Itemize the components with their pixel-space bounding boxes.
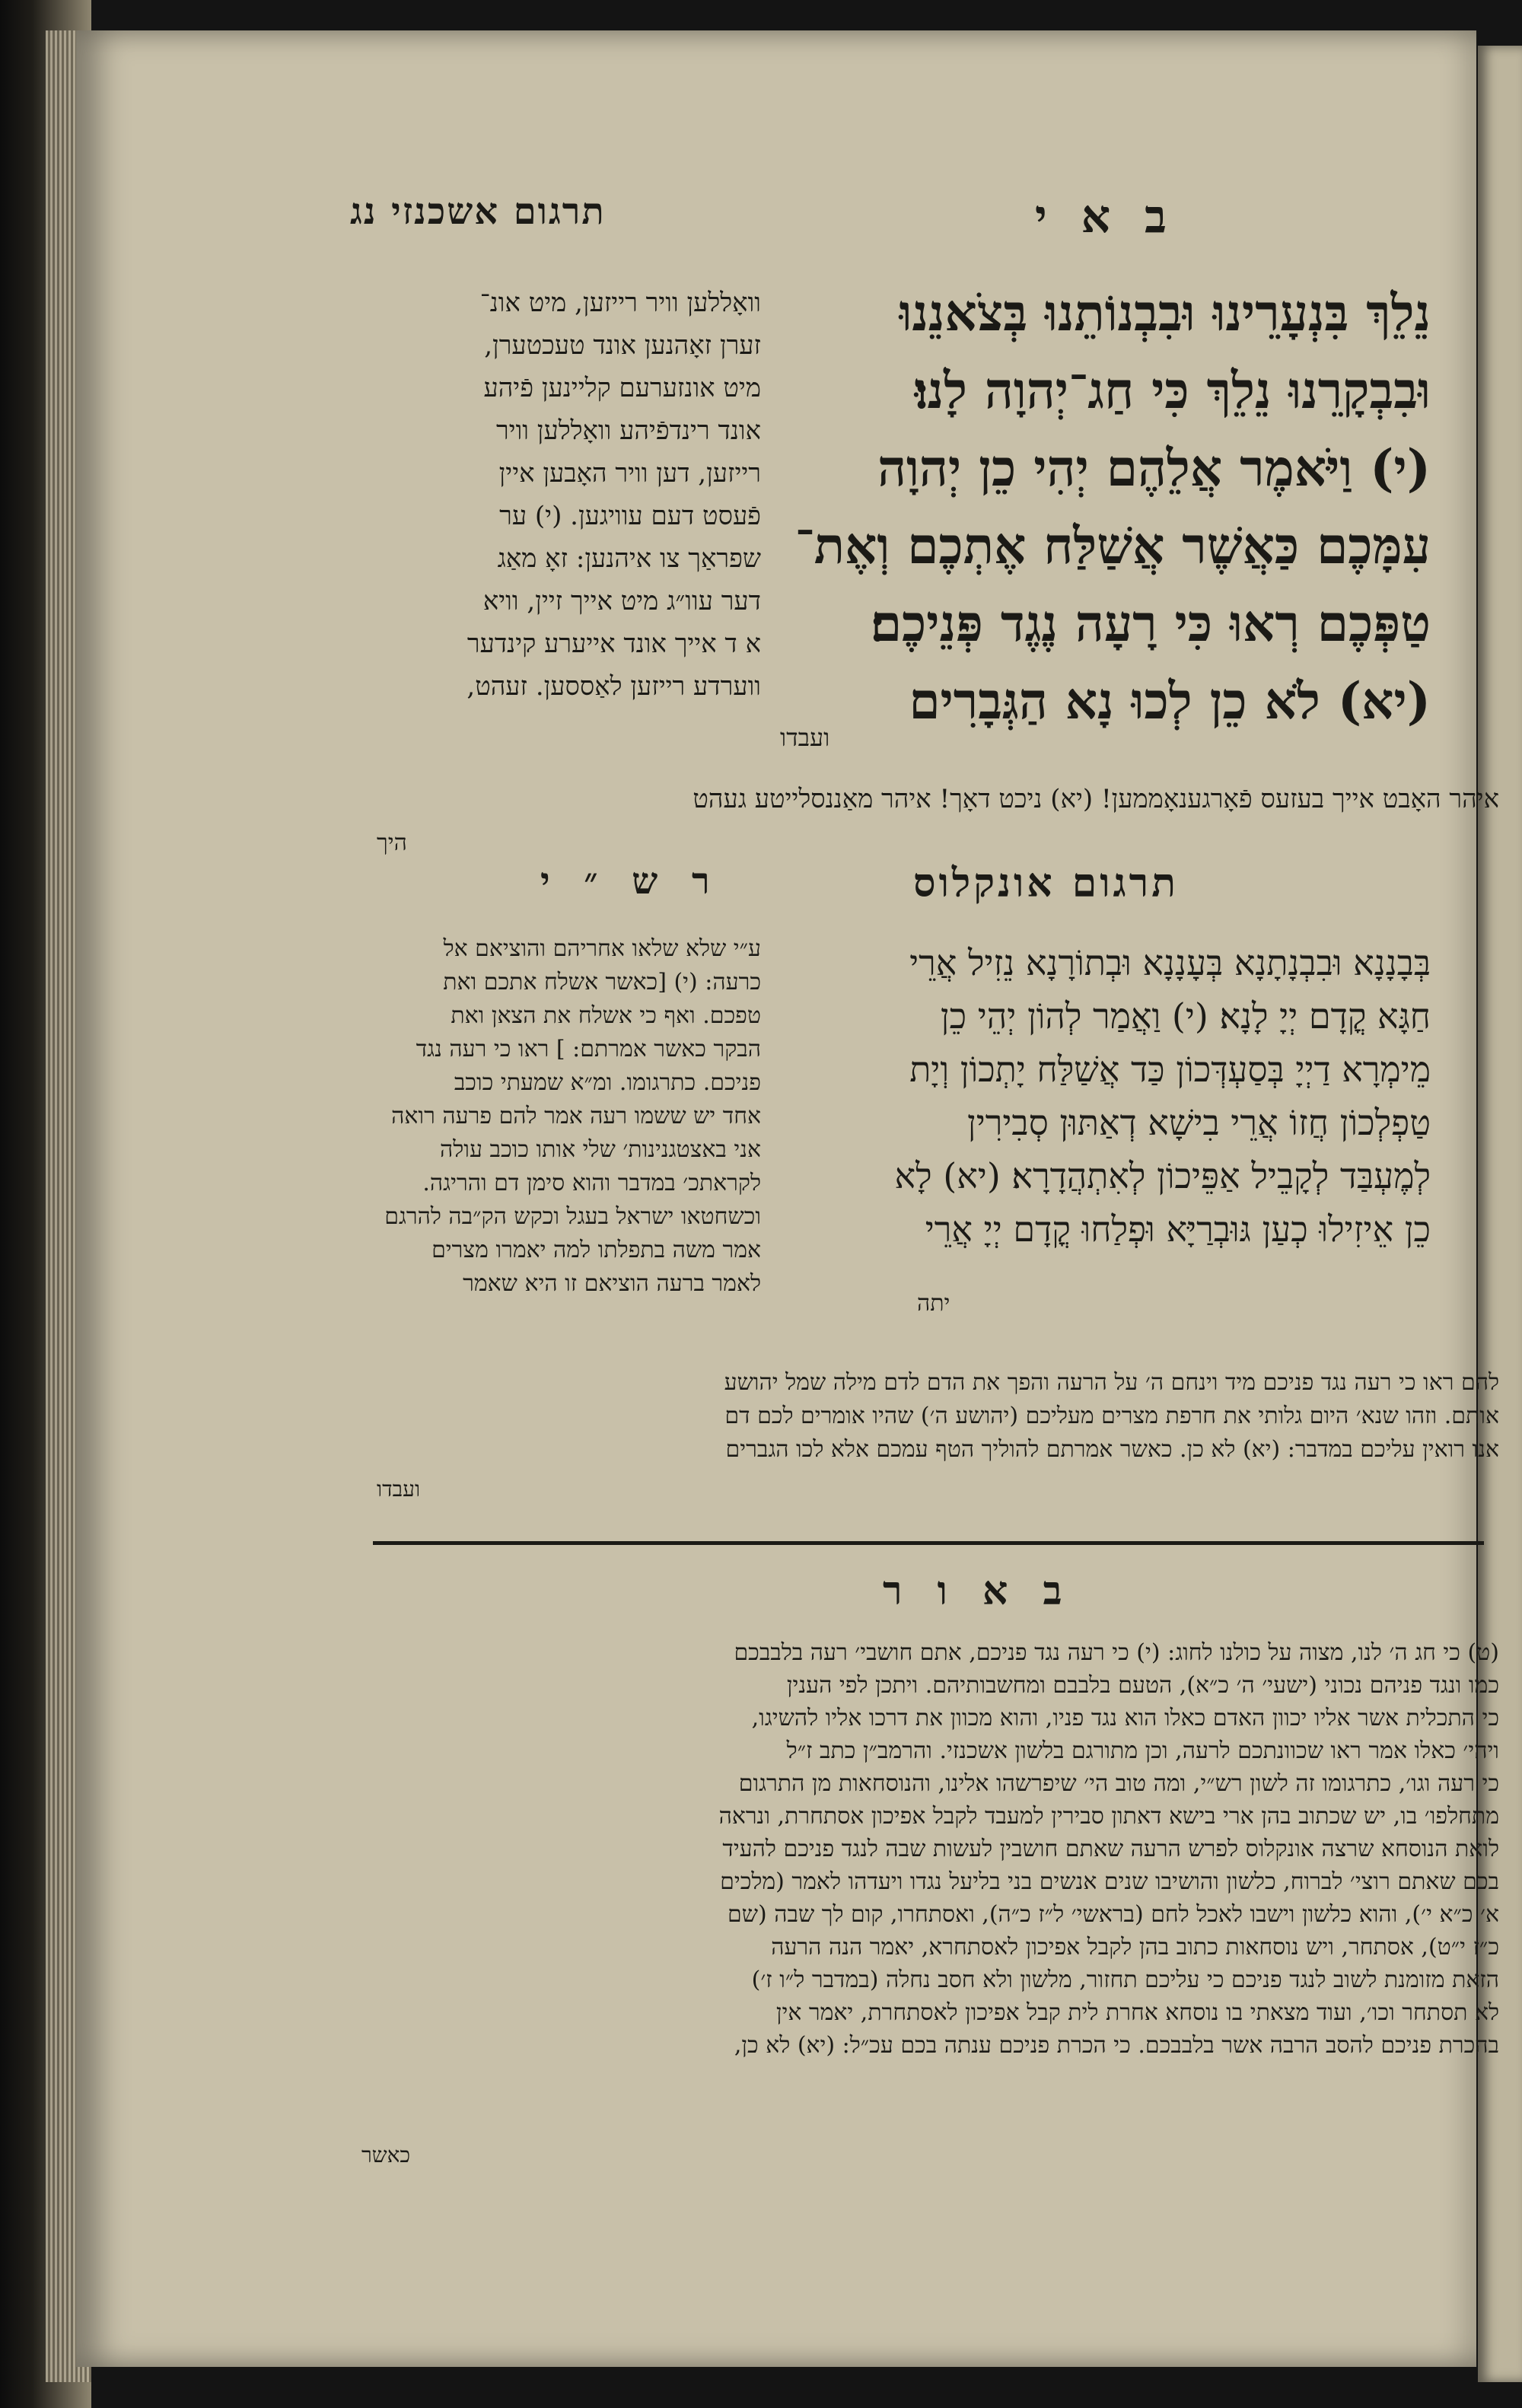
biur-line: כמו ונגד פניהם נכוני (ישעי׳ ה׳ כ״א), הטעם בלבבם ומחשבותיהם. ויתכן לפי הענין [786, 1672, 1499, 1699]
yiddish-line: אונד רינדפֿיהע וואָללען וויר [495, 416, 761, 446]
biur-line: א׳ כ״א י׳), והוא כלשון וישבו לאכל לחם (בראשי׳ ל״ז כ״ה), ואסתחרו, קום לך שבה (שם [728, 1901, 1499, 1928]
rashi-heading: ר ש ״ י [540, 860, 721, 903]
rashi-line: הבקר כאשר אמרתם: ] ראו כי רעה נגד [416, 1036, 761, 1062]
onkelos-catchword: יתה [917, 1290, 950, 1317]
biur-line: בכם שאתם רוצי׳ לברוח, כלשון והושיבו שנים אנשים בני בליעל נגדו ויעדהו לאמר (מלכים [720, 1868, 1499, 1895]
biur-line: לא תסתחר וכו׳, ועוד מצאתי בו נוסחא אחרת לית קבל אפיכון לאסתחרת, יאמר אין [775, 1999, 1499, 2026]
biur-line: בהכרת פניכם להסב הרבה אשר בלבבכם. כי הכרת פניכם ענתה בכם עכ״ל: (יא) לא כן, [734, 2032, 1499, 2059]
biur-line: כ״ז י״ט), אסתחר, ויש נוסחאות כתוב בהן לקבל אפיכון לאסתחרא, יאמר הנה הרעה [771, 1934, 1499, 1960]
yiddish-translation [350, 282, 761, 708]
verse-text [723, 274, 1431, 740]
onkelos-line: טַפְלְכוֹן חֲזוֹ אֲרֵי בִישָׁא דְאַתּוּן סְבִירִין [966, 1102, 1431, 1143]
yiddish-line: וואָללען וויר רייזען, מיט אונ־ [479, 288, 761, 318]
yiddish-catchword: היך [377, 830, 407, 856]
yiddish-line: א ד אייך אונד אייערע קינדער [466, 629, 761, 659]
biur-line: (ט) כי חג ה׳ לנו, מצוה על כולנו לחוג: (י) כי רעה נגד פניכם, אתם חושבי׳ רעה בלבבכם [734, 1639, 1499, 1666]
rashi-full-line: אותם. וזהו שנא׳ היום גלותי את חרפת מצרים מעליכם (יהושע ה׳) שהיו אומרים לכם דם [724, 1403, 1499, 1429]
yiddish-line: דער עוו״ג מיט אייך זיין, וויא [482, 586, 761, 616]
rashi-line: פניכם. כתרגומו. ומ״א שמעתי כוכב [454, 1069, 761, 1096]
onkelos-line: מֵימְרָא דַיְיָ בְּסַעְדְּכוֹן כַּד אֲשַׁלַּח יָתְכוֹן וְיָת [909, 1049, 1431, 1090]
rashi-line: לקראתכ׳ במדבר והוא סימן דם והריגה. [422, 1170, 761, 1196]
biur-line: כי רעה וגו׳, כתרגומו זה לשון רש״י, ומה טוב הי׳ שיפרשהו אלינו, והנוסחאות מן התרגום [738, 1770, 1499, 1797]
header-targum-ashkenazi: תרגום אשכנזי נג [350, 190, 606, 233]
biur-heading: ב א ו ר [883, 1568, 1073, 1614]
rashi-full-width [350, 1366, 1499, 1467]
rashi-full-line: להם ראו כי רעה נגד פניכם מיד וינחם ה׳ על הרעה והפך את הדם לדם מילה שמל יהושע [724, 1369, 1499, 1396]
rashi-line: טפכם. ואף כי אשלח את הצאן ואת [451, 1002, 761, 1029]
rashi-line: אמר משה בתפלתו למה יאמרו מצרים [431, 1237, 761, 1263]
onkelos-line: חַגָּא קֳדָם יְיָ לָנָא׃ (י) וַאֲמַר לְהוֹן יְהֵי כֵן [940, 995, 1431, 1037]
biur-line: הזאת מזומנת לשוב לנגד פניכם כי עליכם תחזור, מלשון ולא חסב נחלה (במדבר ל״ו ז׳) [751, 1967, 1499, 1993]
rashi-line: אחד יש ששמו רעה אמר להם פרעה רואה [391, 1103, 761, 1129]
biur-line: ויהי׳ כאלו אמר ראו שכוונתכם לרעה, וכן מתורגם בלשון אשכנזי. והרמב״ן כתב ז״ל [786, 1738, 1499, 1764]
onkelos-text [776, 936, 1431, 1256]
onkelos-line: לְמֶעְבַּד לְקָבֵיל אַפֵּיכוֹן לְאִתְהֲדָרָא׃ (יא) לָא [894, 1155, 1431, 1196]
book-page [76, 30, 1499, 2367]
verse-catchword: ועבדו [780, 723, 830, 752]
yiddish-line: זערן זאָהנען אונד טעכטערן, [484, 330, 761, 361]
rashi-catchword: ועבדו [377, 1476, 421, 1502]
yiddish-line: ווערדע רייזען לאַססען. זעהט, [466, 671, 761, 702]
rashi-line: וכשחטאו ישראל בעגל וכקש הק״בה להרגם [384, 1203, 761, 1230]
biur-text [350, 1636, 1499, 2062]
rashi-line: כרעה: (י) [כאשר אשלח אתכם ואת [443, 969, 761, 995]
biur-catchword: כאשר [361, 2142, 411, 2168]
verse-line: (י) וַיֹּאמֶר אֲלֵהֶם יְהִי כֵן יְהוָה [877, 438, 1431, 498]
verse-line: טַפְּכֶם רְאוּ כִּי רָעָה נֶגֶד פְּנֵיכֶם׃ [870, 594, 1431, 653]
rashi-line: ע״י שלא שלאו אחריהם והוציאם אל [443, 935, 761, 962]
yiddish-full-line: איהר האָבט אייך בעזעס פֿאָרגענאָממען! (יא) ניכט דאָך! איהר מאַננסלייטע געהט [693, 784, 1499, 814]
biur-line: כי התכלית אשר אליו יכוון האדם כאלו הוא נגד פניו, והוא מכוון את דרכו אליו להשיגו, [751, 1705, 1499, 1731]
onkelos-line: כֵן אֵיזִילוּ כְעַן גּוּבְרַיָּא וּפְלַחוּ קֳדָם יְיָ אֲרֵי [925, 1209, 1431, 1250]
biur-line: לואת הנוסחא שרצה אונקלוס לפרש הרעה שאתם חושבין לעשות שבה לנגד פניכם להעיד [722, 1836, 1499, 1862]
verse-line: נֵלֵךְ בִּנְעָרֵינוּ וּבִבְנוֹתֵנוּ בְּצֹאנֵנוּ [899, 283, 1431, 342]
rashi-line: אני באצטגנינות׳ שלי אותו כוכב עולה [440, 1136, 761, 1163]
rashi-text [350, 932, 761, 1301]
verse-line: וּבִבְקָרֵנוּ נֵלֵךְ כִּי חַג־יְהוָה לָנוּ׃ [914, 361, 1431, 420]
yiddish-line: שפראַך צו איהנען: זאָ מאַג [497, 543, 761, 574]
onkelos-heading: תרגום אונקלוס [913, 860, 1179, 906]
yiddish-line: מיט אונזערעם קליינען פֿיהע [483, 373, 761, 403]
rashi-line: לאמר ברעה הוציאם זו היא שאמר [463, 1270, 761, 1297]
yiddish-line: פֿעסט דעם עוויגען. (י) ער [499, 501, 761, 531]
verse-line: עִמָּכֶם כַּאֲשֶׁר אֲשַׁלַּח אֶתְכֶם וְאֶת־ [794, 516, 1431, 575]
onkelos-line: בְּבָנָנָא וּבִבְנָתָנָא בְּעָנָנָא וּבְתוֹרָנָא נֵזִיל אֲרֵי [909, 942, 1431, 983]
header-parsha-title: ב א י [1035, 190, 1176, 244]
yiddish-line: רייזען, דען וויר האָבען איין [498, 458, 761, 489]
verse-line: (יא) לֹא כֵן לְכוּ נָא הַגְּבָרִים [909, 671, 1431, 731]
rashi-full-line: אנו רואין עליכם במדבר: (יא) לא כן. כאשר אמרתם להוליך הטף עמכם אלא לכו הגברים [725, 1436, 1499, 1463]
section-divider [373, 1541, 1484, 1545]
biur-line: מתחלפו׳ בו, יש שכתוב בהן ארי בישא דאתון סבירין למעבד לקבל אפיכון אסתחרת, ונראה [718, 1803, 1499, 1830]
